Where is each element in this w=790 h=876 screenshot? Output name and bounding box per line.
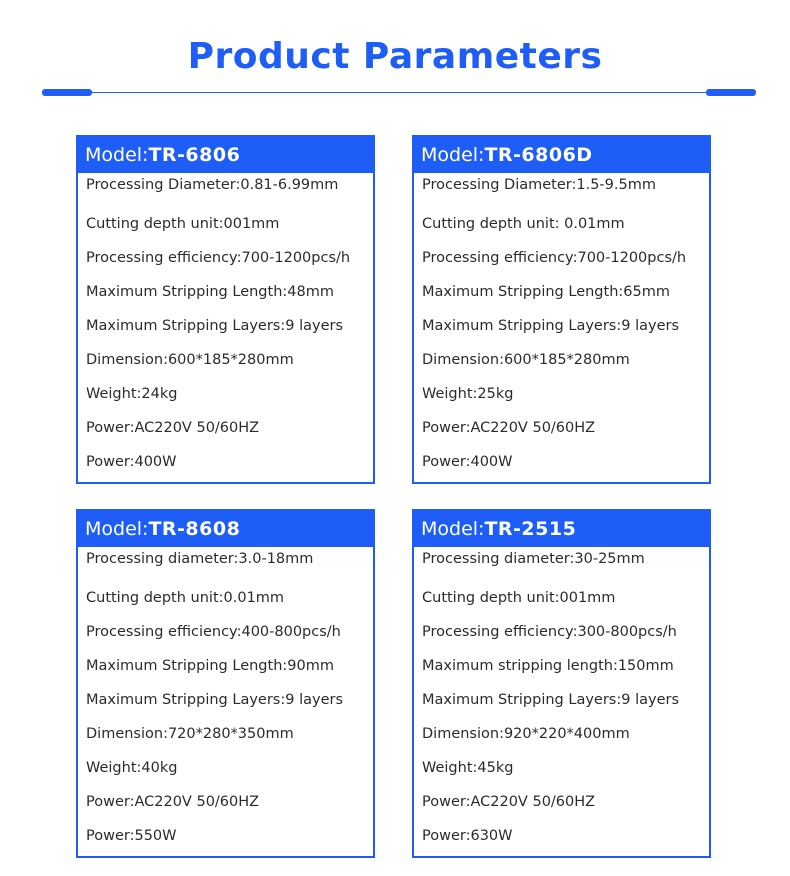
spec-weight: Weight:24kg <box>86 386 178 402</box>
spec-cutting-depth: Cutting depth unit:0.01mm <box>86 590 285 606</box>
spec-dimension: Dimension:920*220*400mm <box>422 726 630 742</box>
spec-card-tr-6806d <box>412 135 711 484</box>
spec-list <box>78 173 373 479</box>
spec-power-rating: Power:400W <box>86 454 177 470</box>
spec-power-rating: Power:550W <box>86 828 177 844</box>
model-name: TR-8608 <box>148 518 241 540</box>
spec-dimension: Dimension:600*185*280mm <box>86 352 294 368</box>
spec-cutting-depth: Cutting depth unit:001mm <box>422 590 616 606</box>
spec-list <box>78 547 373 853</box>
spec-processing-diameter: Processing diameter:30-25mm <box>422 551 645 567</box>
spec-max-stripping-length: Maximum Stripping Length:48mm <box>86 284 334 300</box>
card-header <box>78 511 373 547</box>
spec-power-supply: Power:AC220V 50/60HZ <box>86 794 260 810</box>
spec-max-stripping-length: Maximum Stripping Length:65mm <box>422 284 670 300</box>
title-divider <box>44 92 756 93</box>
spec-card-tr-2515 <box>412 509 711 858</box>
spec-processing-diameter: Processing diameter:3.0-18mm <box>86 551 314 567</box>
model-name: TR-2515 <box>484 518 577 540</box>
card-header <box>414 511 709 547</box>
spec-max-stripping-layers: Maximum Stripping Layers:9 layers <box>86 318 344 334</box>
spec-weight: Weight:45kg <box>422 760 514 776</box>
spec-power-supply: Power:AC220V 50/60HZ <box>86 420 260 436</box>
model-prefix: Model: <box>85 518 149 540</box>
spec-max-stripping-layers: Maximum Stripping Layers:9 layers <box>422 318 680 334</box>
spec-list <box>414 173 709 479</box>
spec-power-rating: Power:400W <box>422 454 513 470</box>
spec-list <box>414 547 709 853</box>
model-prefix: Model: <box>421 518 485 540</box>
spec-card-tr-6806 <box>76 135 375 484</box>
spec-processing-efficiency: Processing efficiency:700-1200pcs/h <box>422 250 687 266</box>
spec-power-supply: Power:AC220V 50/60HZ <box>422 420 596 436</box>
divider-cap-left <box>42 89 92 96</box>
spec-dimension: Dimension:720*280*350mm <box>86 726 294 742</box>
model-prefix: Model: <box>85 144 149 166</box>
spec-weight: Weight:40kg <box>86 760 178 776</box>
spec-power-supply: Power:AC220V 50/60HZ <box>422 794 596 810</box>
spec-processing-efficiency: Processing efficiency:700-1200pcs/h <box>86 250 351 266</box>
model-name: TR-6806 <box>148 144 241 166</box>
card-header <box>78 137 373 173</box>
spec-power-rating: Power:630W <box>422 828 513 844</box>
divider-cap-right <box>706 89 756 96</box>
spec-processing-diameter: Processing Diameter:1.5-9.5mm <box>422 177 656 193</box>
model-name: TR-6806D <box>484 144 593 166</box>
spec-max-stripping-length: Maximum stripping length:150mm <box>422 658 674 674</box>
spec-max-stripping-layers: Maximum Stripping Layers:9 layers <box>422 692 680 708</box>
spec-processing-diameter: Processing Diameter:0.81-6.99mm <box>86 177 339 193</box>
spec-weight: Weight:25kg <box>422 386 514 402</box>
spec-cutting-depth: Cutting depth unit:001mm <box>86 216 280 232</box>
page-title: Product Parameters <box>187 36 603 77</box>
spec-max-stripping-length: Maximum Stripping Length:90mm <box>86 658 334 674</box>
spec-max-stripping-layers: Maximum Stripping Layers:9 layers <box>86 692 344 708</box>
spec-processing-efficiency: Processing efficiency:400-800pcs/h <box>86 624 341 640</box>
spec-processing-efficiency: Processing efficiency:300-800pcs/h <box>422 624 677 640</box>
card-header <box>414 137 709 173</box>
model-prefix: Model: <box>421 144 485 166</box>
spec-dimension: Dimension:600*185*280mm <box>422 352 630 368</box>
spec-cutting-depth: Cutting depth unit: 0.01mm <box>422 216 625 232</box>
spec-card-tr-8608 <box>76 509 375 858</box>
